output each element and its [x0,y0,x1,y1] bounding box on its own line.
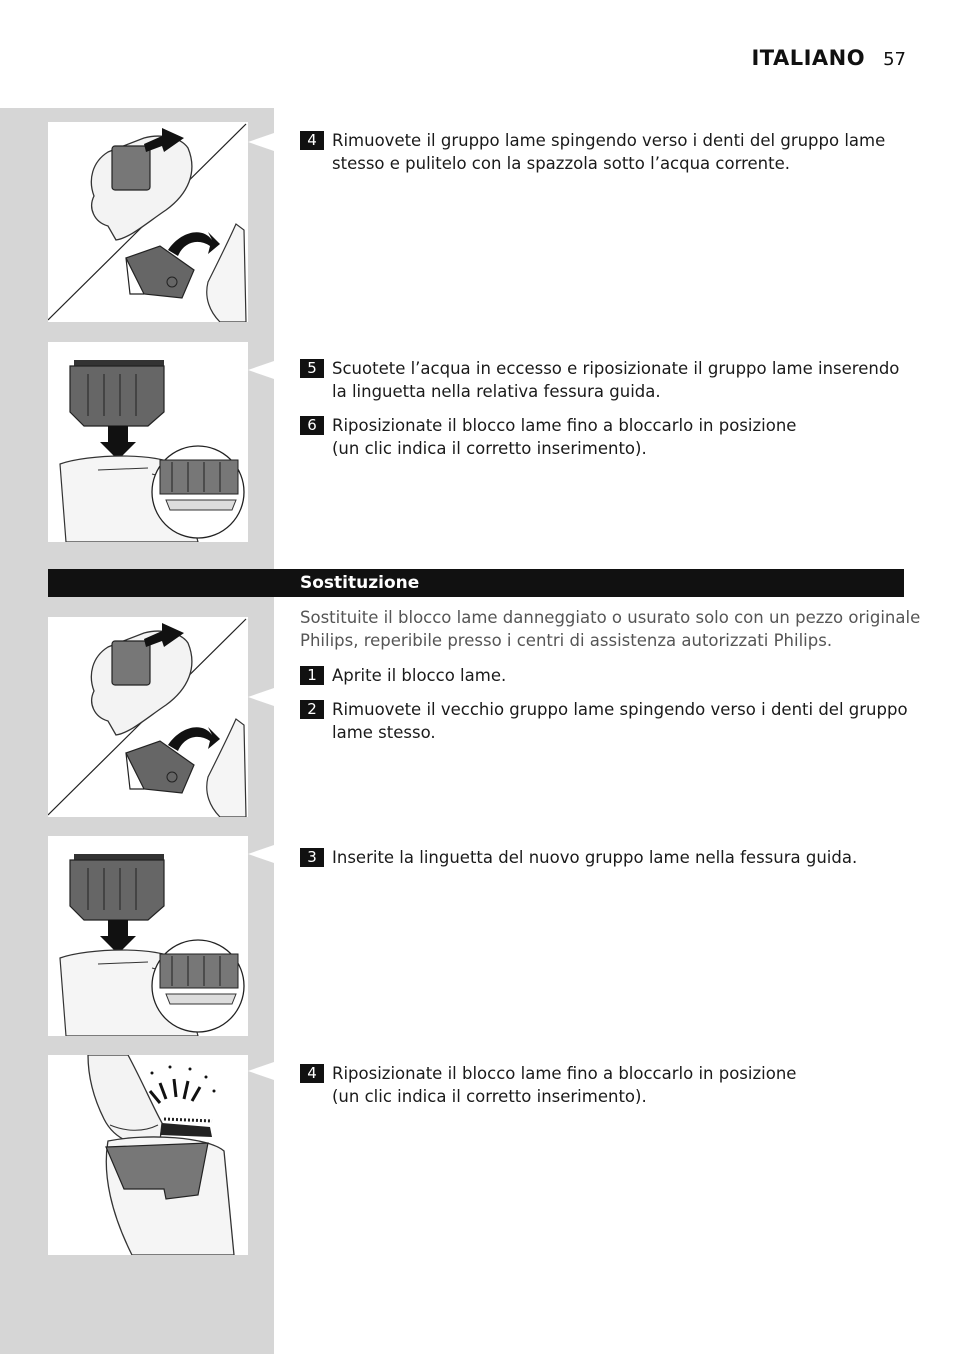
step-text-line: Rimuovete il vecchio gruppo lame spingendo verso i denti del gruppo [332,700,908,719]
step-number-badge: 2 [300,700,324,719]
step-item [300,664,912,687]
intro-text-line: Philips, reperibile presso i centri di assistenza autorizzati Philips. [300,631,833,650]
section-title: Sostituzione [300,573,420,593]
intro-paragraph [300,606,921,652]
step-number-badge: 4 [300,131,324,150]
step-item [300,698,912,744]
figure-pointer [248,133,274,151]
step-text-line: Rimuovete il gruppo lame spingendo verso i denti del gruppo lame [332,131,886,150]
step-number-badge: 1 [300,666,324,685]
step-item [300,1062,912,1108]
figure-remove-blade-unit [48,122,248,322]
step-item [300,414,912,460]
figure-click-blade-in-place [48,1055,248,1255]
language-heading: ITALIANO [751,46,866,70]
step-text-line: Scuotete l’acqua in eccesso e riposizionate il gruppo lame inserendo [332,359,900,378]
step-text-line: (un clic indica il corretto inserimento). [332,439,647,458]
step-text-line: la linguetta nella relativa fessura guida. [332,382,661,401]
intro-text-line: Sostituite il blocco lame danneggiato o usurato solo con un pezzo originale [300,608,921,627]
step-item [300,129,912,175]
step-number-badge: 3 [300,848,324,867]
step-number-badge: 6 [300,416,324,435]
figure-remove-blade-unit [48,617,248,817]
page-header [751,46,906,70]
figure-pointer [248,688,274,706]
step-text-line: (un clic indica il corretto inserimento). [332,1087,647,1106]
figure-insert-blade-tab [48,342,248,542]
figure-pointer [248,361,274,379]
step-text-line: Riposizionate il blocco lame fino a bloccarlo in posizione [332,1064,797,1083]
step-item [300,846,912,869]
step-text-line: Riposizionate il blocco lame fino a bloccarlo in posizione [332,416,797,435]
page-number: 57 [883,49,906,70]
step-text-line: stesso e pulitelo con la spazzola sotto l’acqua corrente. [332,154,790,173]
figure-pointer [248,845,274,863]
step-text-line: Inserite la linguetta del nuovo gruppo lame nella fessura guida. [332,848,858,867]
step-number-badge: 5 [300,359,324,378]
step-text-line: lame stesso. [332,723,436,742]
step-text-line: Aprite il blocco lame. [332,666,507,685]
figure-insert-blade-tab [48,836,248,1036]
step-item [300,357,912,403]
section-heading-bar [48,569,904,597]
step-number-badge: 4 [300,1064,324,1083]
figure-pointer [248,1062,274,1080]
